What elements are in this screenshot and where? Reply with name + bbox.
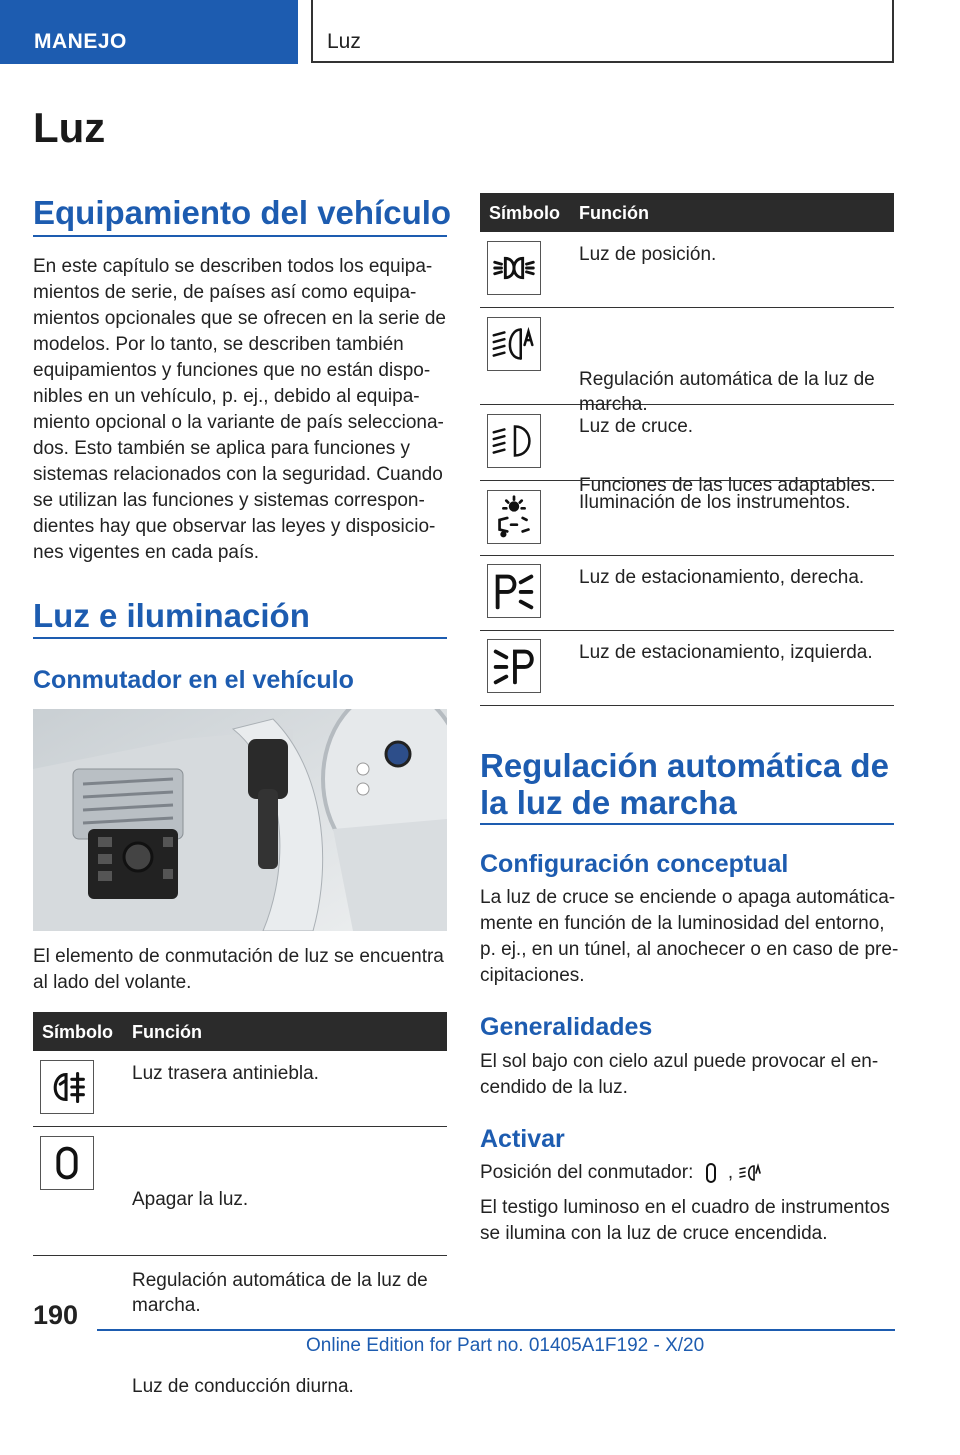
paragraph-conmutador: El elemento de conmutación de luz se encuentra al lado del volante.: [33, 946, 444, 993]
col-symbol-label: Símbolo: [42, 1022, 113, 1042]
heading-rule: [480, 823, 894, 825]
footer-edition: Online Edition for Part no. 01405A1F192 - X/20: [306, 1335, 705, 1356]
chapter-label: Luz: [327, 30, 361, 53]
paragraph-configuracion: La luz de cruce se enciende o apaga automática- mente en función de la luminosidad del entorno, p. ej., en un túnel, al anochecer o en caso de pre- cipitaciones.: [480, 887, 899, 986]
function-line: Apagar la luz.: [132, 1189, 249, 1210]
function-line: Luz de estacionamiento, derecha.: [579, 567, 865, 588]
page-title: Luz: [33, 104, 106, 151]
function-line: Funciones de las luces adaptables.: [579, 475, 876, 496]
lights-off-icon: [40, 1136, 94, 1190]
function-line: Luz trasera antiniebla.: [132, 1063, 319, 1084]
activar-prefix: Posición del conmutador:: [480, 1162, 694, 1183]
function-line: Luz de cruce.: [579, 416, 694, 437]
parking-light-right-icon: [487, 564, 541, 618]
lights-off-icon: [699, 1161, 723, 1185]
heading-rule: [33, 637, 447, 639]
page-number: 190: [33, 1300, 79, 1330]
table-header: [33, 1012, 447, 1051]
heading-equipamiento: Equipamiento del vehículo: [33, 194, 452, 231]
heading-configuracion: Configuración conceptual: [480, 850, 789, 878]
col-function-label: Función: [132, 1022, 202, 1042]
table-header: [480, 193, 894, 232]
heading-luz-iluminacion: Luz e iluminación: [33, 597, 310, 634]
parking-light-left-icon: [487, 639, 541, 693]
auto-headlight-icon: [738, 1161, 762, 1185]
heading-rule: [33, 235, 447, 237]
function-cell: [579, 565, 864, 596]
heading-conmutador: Conmutador en el vehículo: [33, 666, 354, 694]
col-function-label: Función: [579, 203, 649, 223]
parking-lights-icon: [487, 241, 541, 295]
paragraph-equipamiento: En este capítulo se describen todos los equipa- mientos de serie, de países así como equipa- mientos opcionales que se ofrecen en la serie de modelos. Por lo tanto, se describen también equipamientos y funciones que no están dispo- nibles en un vehículo, p. ej., debido al equipa- miento opcional o la variante de país selecciona- dos. Esto también se aplica para funciones y sistemas relacionados con la seguridad. Cuando se utilizan las funciones y sistemas correspon- dientes hay que observar las leyes y disposicio- nes vigentes en cada país.: [33, 256, 446, 563]
activar-separator: ,: [727, 1162, 734, 1183]
function-line: Luz de estacionamiento, izquierda.: [579, 642, 873, 663]
paragraph-testigo: El testigo luminoso en el cuadro de instrumentos se ilumina con la luz de cruce encendida.: [480, 1197, 890, 1244]
rear-fog-light-icon: [40, 1060, 94, 1114]
function-line: Regulación automática de la luz de marcha.: [132, 1270, 428, 1316]
paragraph-generalidades: El sol bajo con cielo azul puede provocar el en- cendido de la luz.: [480, 1051, 879, 1098]
table-row: [480, 630, 894, 706]
heading-regulacion: Regulación automática de la luz de marcha: [480, 747, 889, 821]
function-cell: [579, 490, 850, 521]
function-line: Iluminación de los instrumentos.: [579, 492, 851, 513]
function-cell: [579, 242, 716, 273]
heading-generalidades: Generalidades: [480, 1013, 653, 1041]
light-switch-photo: [33, 709, 447, 931]
function-line: Regulación automática de la luz de marcha.: [579, 369, 875, 415]
chapter-header: [311, 0, 894, 63]
col-symbol-label: Símbolo: [489, 203, 560, 223]
table-row: [33, 1051, 447, 1127]
auto-headlight-icon: [487, 317, 541, 371]
footer-rule: [97, 1329, 895, 1331]
low-beam-icon: [487, 414, 541, 468]
section-label: MANEJO: [34, 30, 127, 53]
function-line: Luz de conducción diurna.: [132, 1376, 354, 1397]
section-tab: [0, 0, 298, 64]
table-row: [480, 404, 894, 481]
heading-activar: Activar: [480, 1125, 565, 1153]
instrument-lighting-icon: [487, 490, 541, 544]
paragraph-activar: [480, 1160, 762, 1186]
function-cell: [579, 640, 873, 671]
function-cell: [132, 1061, 319, 1092]
function-line: Luz de posición.: [579, 244, 717, 265]
table-row: [480, 555, 894, 631]
function-cell: [132, 1137, 428, 1455]
function-cell: [579, 414, 693, 445]
table-row: [480, 480, 894, 556]
table-row: [480, 232, 894, 308]
